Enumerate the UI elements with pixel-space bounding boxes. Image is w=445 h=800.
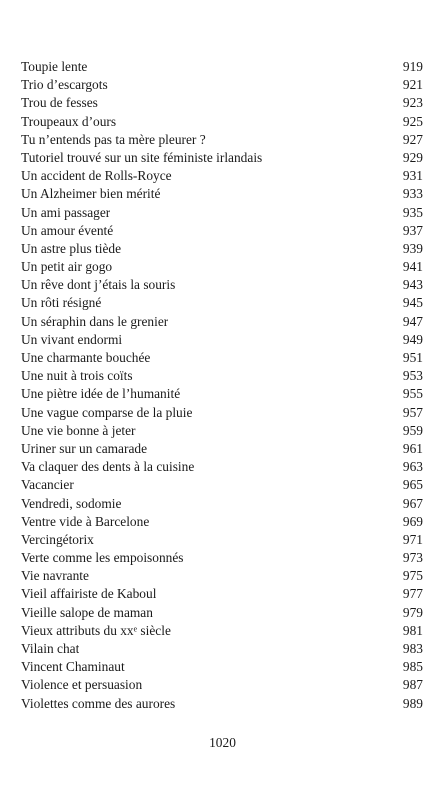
toc-entry-page: 923 bbox=[402, 95, 423, 111]
toc-entry bbox=[21, 185, 423, 203]
toc-entry bbox=[21, 240, 423, 258]
toc-entry bbox=[21, 585, 423, 603]
toc-entry-page: 957 bbox=[402, 404, 423, 420]
toc-entry-page: 973 bbox=[402, 550, 423, 566]
toc-entry-page: 941 bbox=[402, 259, 423, 275]
toc-entry bbox=[21, 76, 423, 94]
toc-entry-title: Un séraphin dans le grenier bbox=[21, 313, 169, 329]
toc-entry-title: Vacancier bbox=[21, 477, 74, 493]
toc-entry-page: 967 bbox=[402, 495, 423, 511]
toc-entry-title: Un petit air gogo bbox=[21, 259, 113, 275]
toc-entry-title: Une vie bonne à jeter bbox=[21, 422, 136, 438]
toc-entry-title: Troupeaux d’ours bbox=[21, 113, 117, 129]
toc-entry bbox=[21, 222, 423, 240]
toc-entry bbox=[21, 313, 423, 331]
toc-entry bbox=[21, 276, 423, 294]
table-of-contents bbox=[21, 58, 423, 713]
toc-entry bbox=[21, 113, 423, 131]
toc-entry bbox=[21, 331, 423, 349]
toc-entry-title: Ventre vide à Barcelone bbox=[21, 513, 150, 529]
toc-entry-title: Une piètre idée de l’humanité bbox=[21, 386, 181, 402]
toc-entry-title: Trou de fesses bbox=[21, 95, 98, 111]
toc-entry-title: Vieil affairiste de Kaboul bbox=[21, 586, 157, 602]
toc-entry-title: Un rêve dont j’étais la souris bbox=[21, 277, 176, 293]
page-number: 1020 bbox=[209, 735, 236, 750]
toc-entry-title: Toupie lente bbox=[21, 59, 88, 74]
toc-entry bbox=[21, 94, 423, 112]
toc-entry-title: Vercingétorix bbox=[21, 531, 94, 547]
toc-entry bbox=[21, 549, 423, 567]
toc-entry bbox=[21, 531, 423, 549]
toc-entry-title: Violettes comme des aurores bbox=[21, 695, 176, 711]
toc-entry-title: Vendredi, sodomie bbox=[21, 495, 122, 511]
toc-entry bbox=[21, 385, 423, 403]
toc-entry-page: 979 bbox=[402, 604, 423, 620]
toc-entry bbox=[21, 167, 423, 185]
toc-entry bbox=[21, 367, 423, 385]
toc-entry bbox=[21, 294, 423, 312]
toc-entry-page: 977 bbox=[402, 586, 423, 602]
toc-entry-page: 929 bbox=[402, 149, 423, 165]
toc-entry bbox=[21, 458, 423, 476]
toc-entry-title: Une nuit à trois coïts bbox=[21, 368, 133, 384]
toc-entry-title: Verte comme les empoisonnés bbox=[21, 550, 184, 566]
toc-entry-page: 971 bbox=[402, 531, 423, 547]
toc-entry-title: Un ami passager bbox=[21, 204, 111, 220]
toc-entry-page: 959 bbox=[402, 422, 423, 438]
toc-entry-page: 925 bbox=[402, 113, 423, 129]
toc-entry bbox=[21, 258, 423, 276]
toc-entry bbox=[21, 476, 423, 494]
toc-entry-page: 943 bbox=[402, 277, 423, 293]
toc-entry-page: 947 bbox=[402, 313, 423, 329]
toc-entry-page: 933 bbox=[402, 186, 423, 202]
toc-entry-page: 987 bbox=[402, 677, 423, 693]
toc-entry bbox=[21, 349, 423, 367]
toc-entry-page: 931 bbox=[402, 168, 423, 184]
toc-entry-title: Un accident de Rolls-Royce bbox=[21, 168, 172, 184]
toc-entry-page: 919 bbox=[402, 59, 423, 74]
toc-entry-page: 989 bbox=[402, 695, 423, 711]
toc-entry-page: 945 bbox=[402, 295, 423, 311]
toc-entry-title: Vieux attributs du xxᵉ siècle bbox=[21, 622, 171, 638]
toc-entry bbox=[21, 658, 423, 676]
toc-entry-page: 949 bbox=[402, 331, 423, 347]
toc-entry-page: 955 bbox=[402, 386, 423, 402]
toc-entry-title: Un rôti résigné bbox=[21, 295, 102, 311]
toc-entry-page: 985 bbox=[402, 659, 423, 675]
toc-entry bbox=[21, 149, 423, 167]
toc-entry-title: Vincent Chaminaut bbox=[21, 659, 125, 675]
toc-entry-title: Violence et persuasion bbox=[21, 677, 143, 693]
toc-entry-page: 969 bbox=[402, 513, 423, 529]
toc-entry bbox=[21, 131, 423, 149]
toc-entry bbox=[21, 440, 423, 458]
toc-entry-title: Vieille salope de maman bbox=[21, 604, 153, 620]
toc-entry-title: Un astre plus tiède bbox=[21, 240, 122, 256]
toc-entry-page: 975 bbox=[402, 568, 423, 584]
toc-entry bbox=[21, 640, 423, 658]
toc-entry-page: 939 bbox=[402, 240, 423, 256]
toc-entry bbox=[21, 204, 423, 222]
toc-entry-page: 963 bbox=[402, 459, 423, 475]
toc-entry-title: Tu n’entends pas ta mère pleurer ? bbox=[21, 131, 206, 147]
toc-entry-title: Une vague comparse de la pluie bbox=[21, 404, 193, 420]
toc-entry bbox=[21, 604, 423, 622]
toc-entry-page: 951 bbox=[402, 350, 423, 365]
toc-entry bbox=[21, 404, 423, 422]
toc-entry-title: Vie navrante bbox=[21, 568, 89, 584]
toc-entry-title: Uriner sur un camarade bbox=[21, 440, 148, 456]
toc-entry-page: 935 bbox=[402, 204, 423, 220]
toc-entry-page: 953 bbox=[402, 368, 423, 384]
toc-entry-page: 921 bbox=[402, 77, 423, 93]
toc-entry-title: Un Alzheimer bien mérité bbox=[21, 186, 161, 202]
toc-entry bbox=[21, 422, 423, 440]
toc-entry bbox=[21, 513, 423, 531]
toc-entry-title: Va claquer des dents à la cuisine bbox=[21, 459, 195, 475]
toc-entry-page: 927 bbox=[402, 131, 423, 147]
toc-entry bbox=[21, 695, 423, 713]
toc-entry-page: 965 bbox=[402, 477, 423, 493]
toc-entry-title: Un vivant endormi bbox=[21, 331, 123, 347]
toc-entry-page: 981 bbox=[402, 622, 423, 638]
toc-entry-title: Trio d’escargots bbox=[21, 77, 108, 93]
toc-entry-title: Un amour éventé bbox=[21, 222, 114, 238]
toc-entry-page: 961 bbox=[402, 440, 423, 456]
toc-entry bbox=[21, 676, 423, 694]
toc-entry-title: Une charmante bouchée bbox=[21, 350, 151, 365]
toc-entry bbox=[21, 58, 423, 76]
toc-entry-page: 937 bbox=[402, 222, 423, 238]
toc-entry-title: Tutoriel trouvé sur un site féministe irlandais bbox=[21, 149, 263, 165]
toc-entry-page: 983 bbox=[402, 641, 423, 656]
toc-entry bbox=[21, 567, 423, 585]
toc-entry bbox=[21, 622, 423, 640]
toc-entry bbox=[21, 495, 423, 513]
toc-entry-title: Vilain chat bbox=[21, 641, 80, 656]
